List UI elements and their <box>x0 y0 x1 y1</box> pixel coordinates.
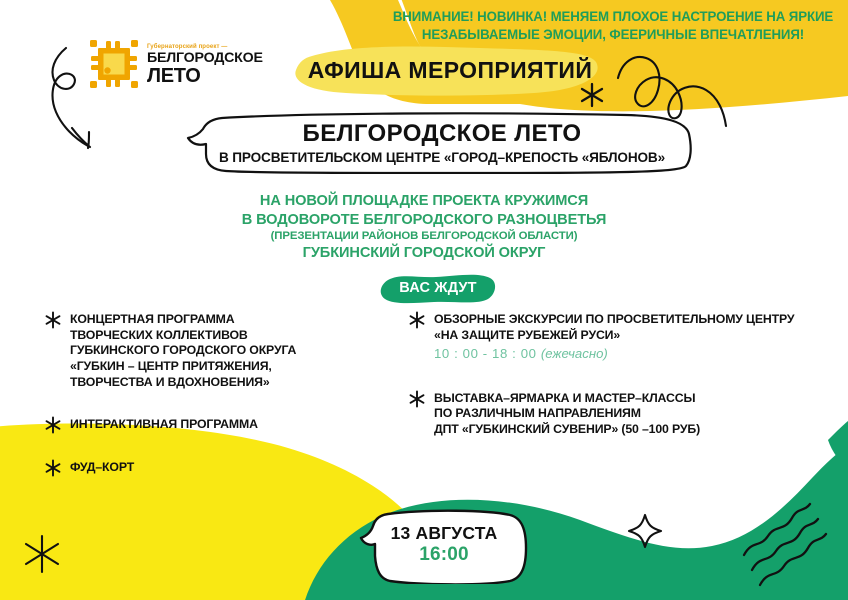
list-item <box>44 312 374 391</box>
logo-wordmark <box>147 42 263 86</box>
title-speech-bubble <box>186 112 698 174</box>
bullet-line: КОНЦЕРТНАЯ ПРОГРАММА <box>70 312 235 326</box>
excursion-time-note: (ежечасно) <box>540 346 608 362</box>
venue-line2: В ВОДОВОРОТЕ БЕЛГОРОДСКОГО РАЗНОЦВЕТЬЯ <box>241 211 607 228</box>
attention-banner <box>388 8 837 43</box>
list-item <box>408 391 838 438</box>
bullet-line: ДПТ «ГУБКИНСКИЙ СУВЕНИР» (50 –100 РУБ) <box>434 422 701 437</box>
bullet-line: ФУД–КОРТ <box>70 459 135 474</box>
event-time: 16:00 <box>419 544 469 566</box>
date-speech-bubble <box>358 508 530 584</box>
venue-line4: ГУБКИНСКИЙ ГОРОДСКОЙ ОКРУГ <box>302 245 546 262</box>
bullet-line: ГУБКИНСКОГО ГОРОДСКОГО ОКРУГА <box>70 343 297 358</box>
afisha-badge <box>300 48 600 92</box>
belgorod-summer-logo-icon <box>88 38 140 90</box>
bullet-line: ИНТЕРАКТИВНАЯ ПРОГРАММА <box>70 416 258 431</box>
bullet-line: ВЫСТАВКА–ЯРМАРКА И МАСТЕР–КЛАССЫ <box>434 390 696 405</box>
vas-zhdut-badge <box>378 272 498 304</box>
event-date: 13 АВГУСТА <box>390 523 498 543</box>
excursion-time-range: 10 : 00 - 18 : 00 <box>434 346 537 362</box>
list-item-text <box>70 460 374 476</box>
project-logo <box>88 34 288 94</box>
list-item-text <box>434 391 838 438</box>
bullet-line: ПО РАЗЛИЧНЫМ НАПРАВЛЕНИЯМ <box>434 406 641 421</box>
bullet-line: «ГУБКИН – ЦЕНТР ПРИТЯЖЕНИЯ, <box>70 359 272 374</box>
logo-name-line1: БЕЛГОРОДСКОЕ <box>147 50 263 67</box>
asterisk-bullet-icon <box>44 416 70 434</box>
logo-kicker: Губернаторский проект — <box>147 42 228 50</box>
asterisk-bullet-icon <box>44 311 70 329</box>
venue-line3: (ПРЕЗЕНТАЦИИ РАЙОНОВ БЕЛГОРОДСКОЙ ОБЛАСТИ) <box>270 230 578 243</box>
attention-banner-line2: НЕЗАБЫВАЕМЫЕ ЭМОЦИИ, ФЕЕРИЧНЫЕ ВПЕЧАТЛЕНИЯ! <box>421 26 805 42</box>
excursion-schedule <box>434 345 838 362</box>
venue-line1: НА НОВОЙ ПЛОЩАДКЕ ПРОЕКТА КРУЖИМСЯ <box>259 193 589 209</box>
bullet-line: ТВОРЧЕСКИХ КОЛЛЕКТИВОВ <box>70 327 248 342</box>
logo-name-line2: ЛЕТО <box>147 64 201 87</box>
asterisk-bullet-icon <box>408 311 434 329</box>
bullet-line: «НА ЗАЩИТЕ РУБЕЖЕЙ РУСИ» <box>434 327 621 342</box>
list-item-text <box>434 312 838 363</box>
program-list-left <box>44 312 374 499</box>
program-list-right <box>408 312 838 460</box>
list-item-text <box>70 417 374 433</box>
bullet-line: ОБЗОРНЫЕ ЭКСКУРСИИ ПО ПРОСВЕТИТЕЛЬНОМУ ЦЕНТРУ <box>434 312 795 326</box>
attention-banner-line1: ВНИМАНИЕ! НОВИНКА! МЕНЯЕМ ПЛОХОЕ НАСТРОЕНИЕ НА ЯРКИЕ <box>392 9 834 24</box>
list-item-text <box>70 312 374 391</box>
list-item <box>44 417 374 434</box>
list-item <box>44 460 374 477</box>
list-item <box>408 312 838 363</box>
asterisk-bullet-icon <box>44 459 70 477</box>
venue-description <box>124 192 724 263</box>
vas-zhdut-label: ВАС ЖДУТ <box>399 280 477 296</box>
afisha-badge-label: АФИША МЕРОПРИЯТИЙ <box>307 56 593 83</box>
bullet-line: ТВОРЧЕСТВА И ВДОХНОВЕНИЯ» <box>70 374 270 389</box>
poster-title: БЕЛГОРОДСКОЕ ЛЕТО <box>302 120 582 147</box>
asterisk-bullet-icon <box>408 390 434 408</box>
poster-subtitle: В ПРОСВЕТИТЕЛЬСКОМ ЦЕНТРЕ «ГОРОД–КРЕПОСТЬ «ЯБЛОНОВ» <box>218 149 666 165</box>
